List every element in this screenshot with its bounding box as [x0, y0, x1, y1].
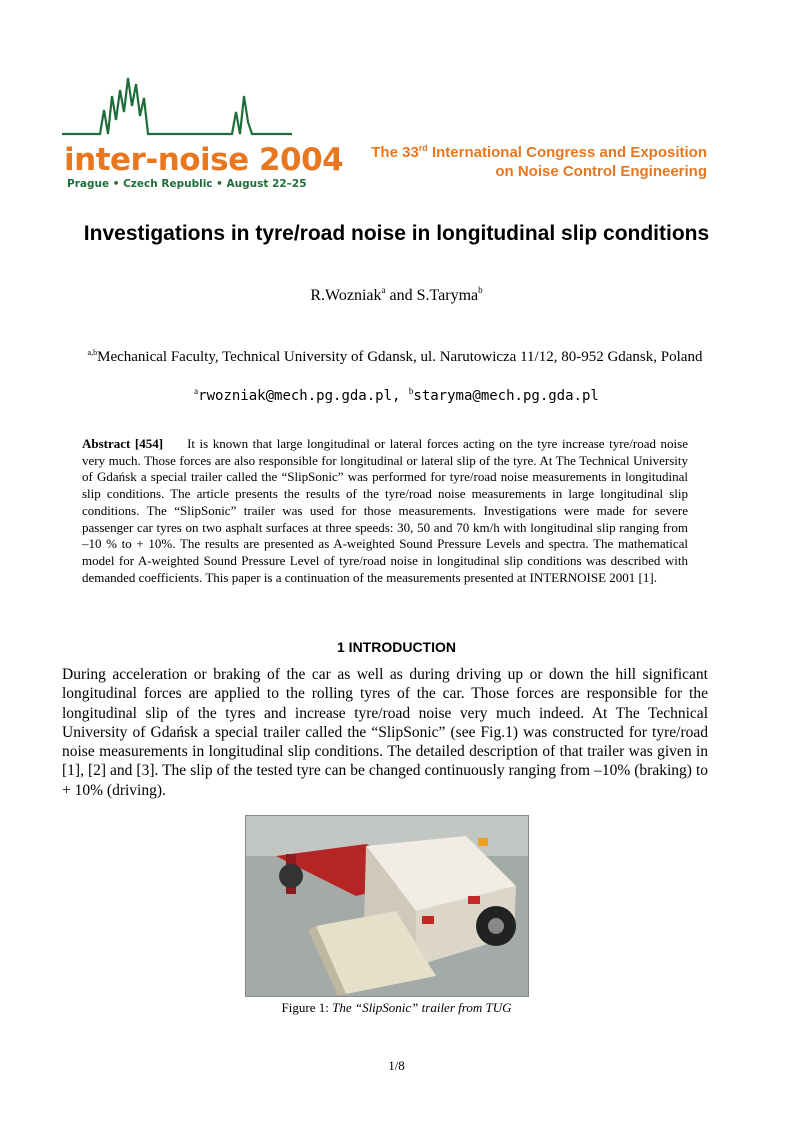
conference-line-1: The 33rd International Congress and Exposition: [371, 143, 707, 161]
paper-title: Investigations in tyre/road noise in longitudinal slip conditions: [83, 222, 710, 245]
abstract-label: Abstract [454]: [82, 436, 164, 451]
section-heading: 1 INTRODUCTION: [337, 639, 456, 655]
figure-photo: [245, 815, 529, 997]
trailer-photo-illustration: [246, 816, 528, 996]
email-a-link[interactable]: rwozniak@mech.pg.gda.pl,: [198, 388, 401, 404]
prague-skyline-icon: [62, 70, 294, 145]
page-number: 1/8: [388, 1058, 405, 1073]
affiliation: $^{a,b}$Mechanical Faculty, Technical University of Gdansk, ul. Narutowicza 11/12, 80-952 Gdansk, Poland: [87, 348, 703, 365]
logo-wordmark: inter-noise 2004: [64, 142, 344, 178]
conference-logo: [62, 70, 344, 194]
intro-paragraph: During acceleration or braking of the car as well as during driving up or down the hill significant longitudinal forces are applied to the rolling tyres of the car. Those forces are responsible for the longitudinal slip of the tyres and increase tyre/road noise very much indeed. At The Technical University of Gdańsk a special trailer called the “SlipSonic” (see Fig.1) was constructed for tyre/road noise measurements in longitudinal slip conditions. The detailed description of that trailer was given in [1], [2] and [3]. The slip of the tested tyre can be changed continuously ranging from –10% (braking) to + 10% (driving).: [62, 666, 708, 799]
email-b-link[interactable]: staryma@mech.pg.gda.pl: [413, 388, 599, 404]
logo-tagline: Prague • Czech Republic • August 22–25: [67, 178, 307, 190]
conference-header: [371, 139, 707, 181]
abstract: [82, 436, 688, 586]
figure-caption: Figure 1: The “SlipSonic” trailer from TUG: [281, 1000, 512, 1015]
conference-line-2: on Noise Control Engineering: [495, 163, 707, 180]
abstract-text: It is known that large longitudinal or lateral forces acting on the tyre increase tyre/road noise very much. Those forces are also responsible for longitudinal or lateral slip of the tyre. At The Technical University of Gdańsk a special trailer called the “SlipSonic” was performed for tyre/road noise measurements in longitudinal slip conditions. The article presents the results of the tyre/road noise measurements in large longitudinal slip conditions. The “SlipSonic” trailer was used for those measurements. Investigations were made for severe passenger car tyres on two asphalt surfaces at three speeds: 30, 50 and 70 km/h with longitudinal slip ranging from –10 % to + 10%. The results are presented as A-weighted Sound Pressure Levels and spectra. The mathematical model for A-weighted Sound Pressure Level of tyre/road noise in longitudinal slip conditions was described with demanded coefficients. This paper is a continuation of the measurements presented at INTERNOISE 2001 [1].: [82, 436, 688, 585]
author-emails: $^a$rwozniak@mech.pg.gda.pl, $^b$staryma@mech.pg.gda.pl: [194, 386, 599, 404]
author-list: R.Wozniak$^a$ and S.Taryma$^b$: [310, 285, 483, 304]
